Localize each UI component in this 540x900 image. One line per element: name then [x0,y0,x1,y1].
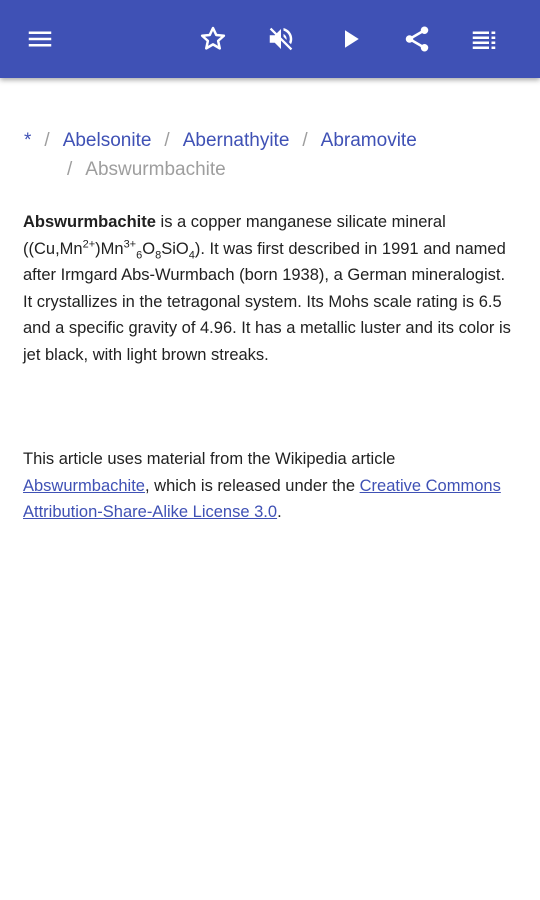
license-link[interactable]: Creative Commons Attribution-Share-Alike License 3.0 [23,476,501,522]
formula-subscript: 6 [136,248,143,261]
formula-superscript: 2+ [82,238,96,251]
play-button[interactable] [330,19,370,59]
breadcrumb-separator: / [67,159,73,180]
share-button[interactable] [397,19,437,59]
formula-text: O [142,239,156,258]
breadcrumb-separator: / [44,130,50,151]
formula-text: )Mn [95,239,124,258]
play-icon [335,24,365,54]
breadcrumb-current: Abswurmbachite [85,159,226,180]
volume-off-icon [266,24,296,54]
mute-button[interactable] [261,19,301,59]
formula-subscript: 4 [188,248,195,261]
attribution-text: This article uses material from the Wikipedia article [23,450,396,468]
article-body [23,209,515,369]
breadcrumb-item-abelsonite[interactable]: Abelsonite [62,130,152,151]
playlist-icon [469,24,499,54]
breadcrumb-item-abramovite[interactable]: Abramovite [320,130,417,151]
breadcrumb-separator: / [302,130,308,151]
formula-text: (Cu,Mn [28,239,83,258]
formula-superscript: 3+ [123,238,137,251]
favorite-button[interactable] [193,19,233,59]
article-title: Abswurmbachite [23,213,156,231]
breadcrumb-root[interactable]: * [24,130,32,151]
contents-button[interactable] [464,19,504,59]
formula-subscript: 8 [155,248,162,261]
formula-text: SiO [161,239,189,258]
breadcrumb [24,126,494,184]
star-icon [198,24,228,54]
attribution-text: , which is released under the [144,476,360,495]
share-icon [402,24,432,54]
menu-button[interactable] [20,19,60,59]
app-bar [0,0,540,78]
menu-icon [25,24,55,54]
article-text: is a copper manganese silicate mineral ( [23,213,446,258]
attribution-text: . [277,503,282,522]
breadcrumb-separator: / [164,130,170,151]
wikipedia-article-link[interactable]: Abswurmbachite [23,476,145,495]
article-text: ). It was first described in 1991 and named after Irmgard Abs-Wurmbach (born 1938), a German mineralogist. It crystallizes in the tetragonal system. Its Mohs scale rating is 6.5 and a specific gravity of 4.96. It has a metallic luster and its color is jet black, with light brown streaks. [23,239,511,364]
attribution [23,446,515,526]
breadcrumb-item-abernathyite[interactable]: Abernathyite [182,130,290,151]
